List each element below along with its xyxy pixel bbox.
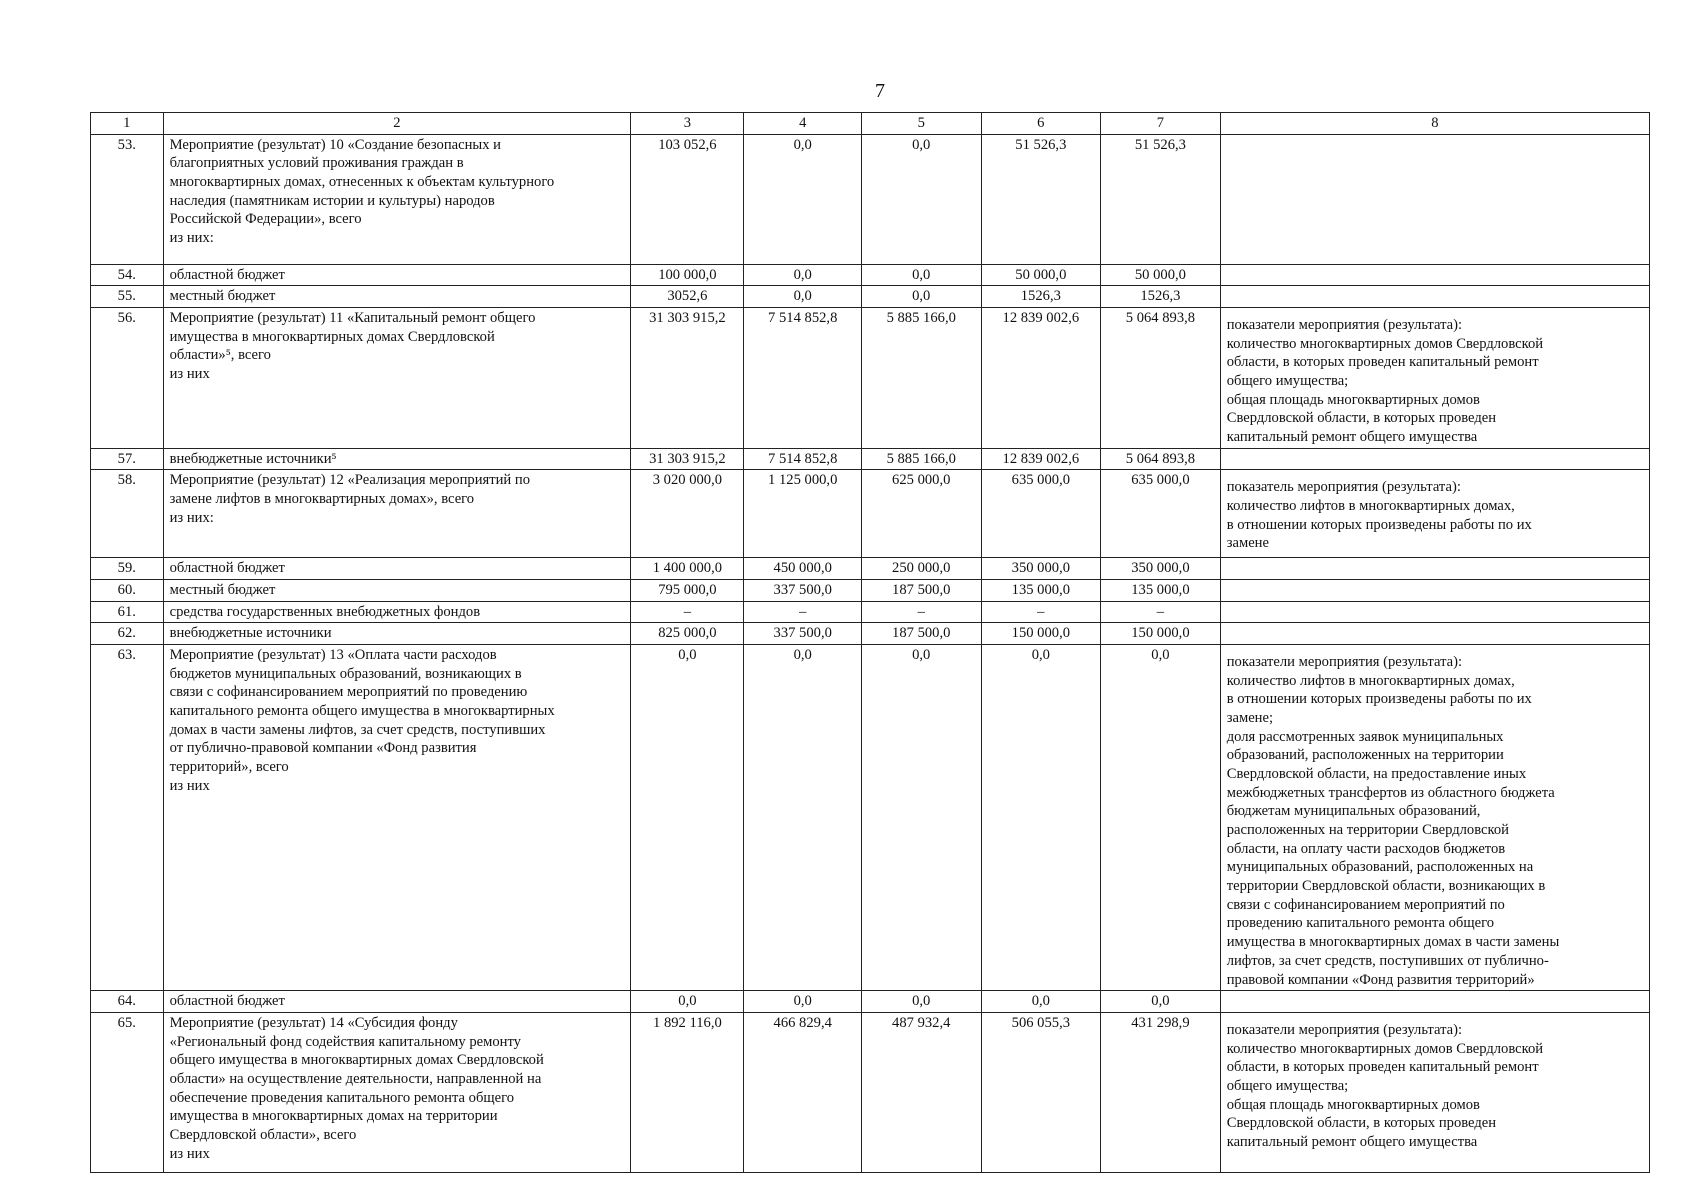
value-cell: 31 303 915,2 bbox=[631, 308, 744, 449]
table-row bbox=[91, 308, 1650, 449]
value-cell: 350 000,0 bbox=[981, 558, 1101, 580]
value-cell: 51 526,3 bbox=[1101, 134, 1221, 264]
indicator-cell bbox=[1220, 580, 1649, 602]
value-cell: 135 000,0 bbox=[981, 580, 1101, 602]
row-name: областной бюджет bbox=[163, 558, 631, 580]
value-cell: – bbox=[631, 601, 744, 623]
indicator-cell: показатели мероприятия (результата): количество многоквартирных домов Свердловской области, в которых проведен капитальный ремонт общего имущества; общая площадь многоквартирных домов Свердловской области, в которых проведен капитальный ремонт общего имущества bbox=[1220, 308, 1649, 449]
row-number: 62. bbox=[91, 623, 164, 645]
row-number: 54. bbox=[91, 264, 164, 286]
row-number: 64. bbox=[91, 991, 164, 1013]
header-cell: 2 bbox=[163, 113, 631, 135]
indicator-cell bbox=[1220, 991, 1649, 1013]
header-row bbox=[91, 113, 1650, 135]
value-cell: 3052,6 bbox=[631, 286, 744, 308]
value-cell: 0,0 bbox=[861, 286, 981, 308]
value-cell: 0,0 bbox=[744, 134, 861, 264]
value-cell: 12 839 002,6 bbox=[981, 448, 1101, 470]
value-cell: 0,0 bbox=[744, 264, 861, 286]
row-number: 56. bbox=[91, 308, 164, 449]
row-name: внебюджетные источники bbox=[163, 623, 631, 645]
row-number: 61. bbox=[91, 601, 164, 623]
row-name: местный бюджет bbox=[163, 286, 631, 308]
value-cell: – bbox=[981, 601, 1101, 623]
value-cell: 5 064 893,8 bbox=[1101, 308, 1221, 449]
value-cell: 0,0 bbox=[631, 991, 744, 1013]
value-cell: 5 064 893,8 bbox=[1101, 448, 1221, 470]
value-cell: 431 298,9 bbox=[1101, 1012, 1221, 1172]
header-cell: 8 bbox=[1220, 113, 1649, 135]
value-cell: 0,0 bbox=[744, 286, 861, 308]
value-cell: 7 514 852,8 bbox=[744, 308, 861, 449]
value-cell: 337 500,0 bbox=[744, 623, 861, 645]
value-cell: – bbox=[744, 601, 861, 623]
value-cell: 450 000,0 bbox=[744, 558, 861, 580]
indicator-cell bbox=[1220, 448, 1649, 470]
value-cell: – bbox=[1101, 601, 1221, 623]
value-cell: 1 400 000,0 bbox=[631, 558, 744, 580]
indicator-cell bbox=[1220, 286, 1649, 308]
value-cell: 31 303 915,2 bbox=[631, 448, 744, 470]
row-number: 59. bbox=[91, 558, 164, 580]
value-cell: 0,0 bbox=[744, 991, 861, 1013]
row-name: местный бюджет bbox=[163, 580, 631, 602]
row-number: 65. bbox=[91, 1012, 164, 1172]
value-cell: 0,0 bbox=[744, 645, 861, 991]
value-cell: 795 000,0 bbox=[631, 580, 744, 602]
table-row bbox=[91, 134, 1650, 264]
row-number: 53. bbox=[91, 134, 164, 264]
value-cell: 7 514 852,8 bbox=[744, 448, 861, 470]
row-name: Мероприятие (результат) 12 «Реализация мероприятий по замене лифтов в многоквартирных домах», всего из них: bbox=[163, 470, 631, 558]
row-name: внебюджетные источники⁵ bbox=[163, 448, 631, 470]
value-cell: 250 000,0 bbox=[861, 558, 981, 580]
value-cell: 0,0 bbox=[861, 264, 981, 286]
header-cell: 1 bbox=[91, 113, 164, 135]
indicator-cell: показатели мероприятия (результата): количество многоквартирных домов Свердловской области, в которых проведен капитальный ремонт общего имущества; общая площадь многоквартирных домов Свердловской области, в которых проведен капитальный ремонт общего имущества bbox=[1220, 1012, 1649, 1172]
value-cell: 100 000,0 bbox=[631, 264, 744, 286]
budget-table bbox=[90, 112, 1650, 1173]
value-cell: 466 829,4 bbox=[744, 1012, 861, 1172]
table-row bbox=[91, 991, 1650, 1013]
value-cell: 337 500,0 bbox=[744, 580, 861, 602]
value-cell: 150 000,0 bbox=[1101, 623, 1221, 645]
value-cell: 135 000,0 bbox=[1101, 580, 1221, 602]
value-cell: 0,0 bbox=[631, 645, 744, 991]
value-cell: 825 000,0 bbox=[631, 623, 744, 645]
header-cell: 7 bbox=[1101, 113, 1221, 135]
table-row bbox=[91, 1012, 1650, 1172]
table-row bbox=[91, 601, 1650, 623]
value-cell: 0,0 bbox=[861, 134, 981, 264]
value-cell: 1526,3 bbox=[981, 286, 1101, 308]
row-name: Мероприятие (результат) 11 «Капитальный ремонт общего имущества в многоквартирных домах Свердловской области»⁵, всего из них bbox=[163, 308, 631, 449]
table-row bbox=[91, 580, 1650, 602]
table-row bbox=[91, 623, 1650, 645]
row-name: средства государственных внебюджетных фондов bbox=[163, 601, 631, 623]
value-cell: 0,0 bbox=[1101, 645, 1221, 991]
value-cell: 0,0 bbox=[981, 991, 1101, 1013]
value-cell: 5 885 166,0 bbox=[861, 448, 981, 470]
value-cell: – bbox=[861, 601, 981, 623]
table-row bbox=[91, 286, 1650, 308]
value-cell: 0,0 bbox=[1101, 991, 1221, 1013]
header-cell: 4 bbox=[744, 113, 861, 135]
indicator-cell bbox=[1220, 601, 1649, 623]
header-cell: 3 bbox=[631, 113, 744, 135]
value-cell: 51 526,3 bbox=[981, 134, 1101, 264]
row-name: Мероприятие (результат) 14 «Субсидия фонду «Региональный фонд содействия капитальному ремонту общего имущества в многоквартирных домах Свердловской области» на осуществление деятельности, направленной на обеспечение проведения капитального ремонта общего имущества в многоквартирных домах на территории Свердловской области», всего из них bbox=[163, 1012, 631, 1172]
table-row bbox=[91, 264, 1650, 286]
row-number: 63. bbox=[91, 645, 164, 991]
table-row bbox=[91, 448, 1650, 470]
value-cell: 12 839 002,6 bbox=[981, 308, 1101, 449]
row-name: Мероприятие (результат) 10 «Создание безопасных и благоприятных условий проживания граждан в многоквартирных домах, отнесенных к объектам культурного наследия (памятникам истории и культуры) народов Российской Федерации», всего из них: bbox=[163, 134, 631, 264]
header-cell: 5 bbox=[861, 113, 981, 135]
value-cell: 187 500,0 bbox=[861, 623, 981, 645]
row-number: 55. bbox=[91, 286, 164, 308]
value-cell: 187 500,0 bbox=[861, 580, 981, 602]
indicator-cell bbox=[1220, 264, 1649, 286]
value-cell: 506 055,3 bbox=[981, 1012, 1101, 1172]
row-name: Мероприятие (результат) 13 «Оплата части расходов бюджетов муниципальных образований, возникающих в связи с софинансированием мероприятий по проведению капитального ремонта общего имущества в многоквартирных домах в части замены лифтов, за счет средств, поступивших от публично-правовой компании «Фонд развития территорий», всего из них bbox=[163, 645, 631, 991]
row-number: 60. bbox=[91, 580, 164, 602]
value-cell: 0,0 bbox=[981, 645, 1101, 991]
table-body bbox=[91, 134, 1650, 1172]
table-row bbox=[91, 645, 1650, 991]
value-cell: 0,0 bbox=[861, 645, 981, 991]
indicator-cell: показатель мероприятия (результата): количество лифтов в многоквартирных домах, в отношении которых произведены работы по их замене bbox=[1220, 470, 1649, 558]
row-number: 57. bbox=[91, 448, 164, 470]
value-cell: 50 000,0 bbox=[1101, 264, 1221, 286]
value-cell: 50 000,0 bbox=[981, 264, 1101, 286]
value-cell: 5 885 166,0 bbox=[861, 308, 981, 449]
indicator-cell: показатели мероприятия (результата): количество лифтов в многоквартирных домах, в отношении которых произведены работы по их замене; доля рассмотренных заявок муниципальных образований, расположенных на территории Свердловской области, на предоставление иных межбюджетных трансфертов из областного бюджета бюджетам муниципальных образований, расположенных на территории Свердловской области, на оплату части расходов бюджетов муниципальных образований, расположенных на территории Свердловской области, возникающих в связи с софинансированием мероприятий по проведению капитального ремонта общего имущества в многоквартирных домах в части замены лифтов, за счет средств, поступивших от публично- правовой компании «Фонд развития территорий» bbox=[1220, 645, 1649, 991]
value-cell: 635 000,0 bbox=[1101, 470, 1221, 558]
value-cell: 0,0 bbox=[861, 991, 981, 1013]
value-cell: 3 020 000,0 bbox=[631, 470, 744, 558]
row-name: областной бюджет bbox=[163, 264, 631, 286]
row-name: областной бюджет bbox=[163, 991, 631, 1013]
value-cell: 1 125 000,0 bbox=[744, 470, 861, 558]
value-cell: 625 000,0 bbox=[861, 470, 981, 558]
indicator-cell bbox=[1220, 623, 1649, 645]
value-cell: 150 000,0 bbox=[981, 623, 1101, 645]
value-cell: 635 000,0 bbox=[981, 470, 1101, 558]
value-cell: 103 052,6 bbox=[631, 134, 744, 264]
header-cell: 6 bbox=[981, 113, 1101, 135]
table-row bbox=[91, 558, 1650, 580]
indicator-cell bbox=[1220, 558, 1649, 580]
value-cell: 487 932,4 bbox=[861, 1012, 981, 1172]
value-cell: 1526,3 bbox=[1101, 286, 1221, 308]
row-number: 58. bbox=[91, 470, 164, 558]
table-row bbox=[91, 470, 1650, 558]
indicator-cell bbox=[1220, 134, 1649, 264]
page-number: 7 bbox=[875, 80, 885, 102]
value-cell: 350 000,0 bbox=[1101, 558, 1221, 580]
value-cell: 1 892 116,0 bbox=[631, 1012, 744, 1172]
